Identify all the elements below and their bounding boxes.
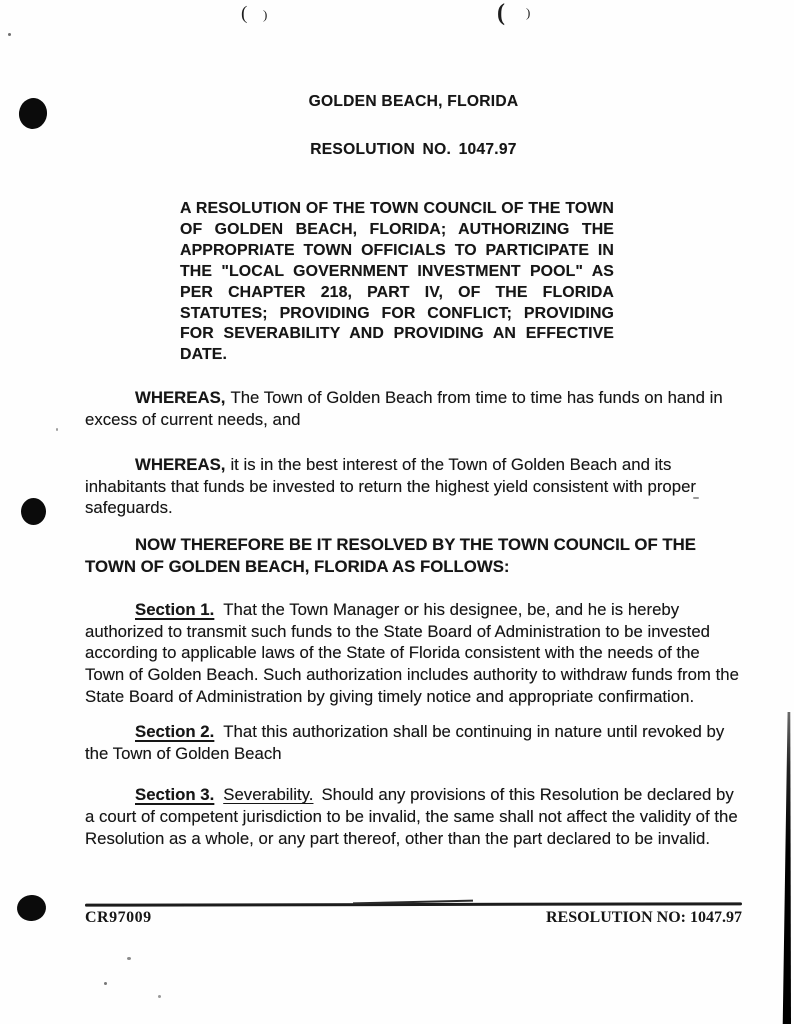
section-3-label: Section 3. [135,785,215,805]
section-3-text: Should any provisions of this Resolution be declared by a court of competent jurisdiction to be invalid, the same shall not affect the validity of the Resolution as a whole, or any part thereof, other than the part declared to be invalid. [85,785,738,848]
footer-doc-code: CR97009 [85,909,152,927]
scan-mark-paren-close-left: ) [263,7,268,22]
footer-divider-rule [85,902,742,907]
whereas-2-label: WHEREAS, [135,454,226,474]
scan-speck [127,957,131,960]
resolved-clause: NOW THEREFORE BE IT RESOLVED BY THE TOWN COUNCIL OF THE TOWN OF GOLDEN BEACH, FLORIDA AS FOLLOWS: [85,535,696,577]
page-footer [85,903,742,927]
scan-mark-paren-open-right: ( [497,0,505,26]
punch-hole-top [17,96,49,131]
section-3-severability-label: Severability. [223,785,314,805]
resolution-summary-clause: A RESOLUTION OF THE TOWN COUNCIL OF THE TOWN OF GOLDEN BEACH, FLORIDA; AUTHORIZING THE APPROPRIATE TOWN OFFICIALS TO PARTICIPATE IN THE "LOCAL GOVERNMENT INVESTMENT POOL" AS PER CHAPTER 218, PART IV, OF THE FLORIDA STATUTES; PROVIDING FOR CONFLICT; PROVIDING FOR SEVERABILITY AND PROVIDING AN EFFECTIVE DATE. [180,200,614,364]
section-1-paragraph [85,599,742,708]
resolution-number-heading: RESOLUTION NO. 1047.97 [310,141,517,158]
section-2-paragraph [85,721,742,765]
whereas-1-text: The Town of Golden Beach from time to time has funds on hand in excess of current needs, and [85,388,723,430]
section-2-label: Section 2. [135,721,215,741]
scan-speck [104,982,107,985]
scan-mark-paren-open-left: ( [241,3,248,24]
section-2-text: That this authorization shall be continuing in nature until revoked by the Town of Golden Beach [85,721,725,763]
punch-hole-middle [21,498,46,525]
whereas-2-text: it is in the best interest of the Town of Golden Beach and its inhabitants that funds be invested to return the highest yield consistent with proper safeguards. [85,454,697,518]
whereas-clause-2 [85,454,742,519]
scan-speck [158,995,161,998]
footer-divider-wave-artifact [353,900,473,905]
footer-resolution-ref: RESOLUTION NO: 1047.97 [545,909,742,927]
right-edge-scan-streak [782,712,791,1024]
document-title: GOLDEN BEACH, FLORIDA [308,93,519,110]
whereas-1-label: WHEREAS, [135,388,226,408]
scan-mark-paren-close-right: ) [526,5,531,20]
section-1-label: Section 1. [135,599,215,619]
document-content [85,0,742,850]
scan-speck [56,428,58,431]
section-1-text: That the Town Manager or his designee, be, and he is hereby authorized to transmit such funds to the State Board of Administration to be invested according to applicable laws of the State of Florida consistent with the needs of the Town of Golden Beach. Such authorization includes authority to withdraw funds from the State Board of Administration by giving timely notice and appropriate confirmation. [85,599,739,707]
scan-speck [8,33,11,36]
section-3-paragraph [85,784,742,849]
punch-hole-bottom [16,894,48,923]
whereas-clause-1 [85,387,742,431]
